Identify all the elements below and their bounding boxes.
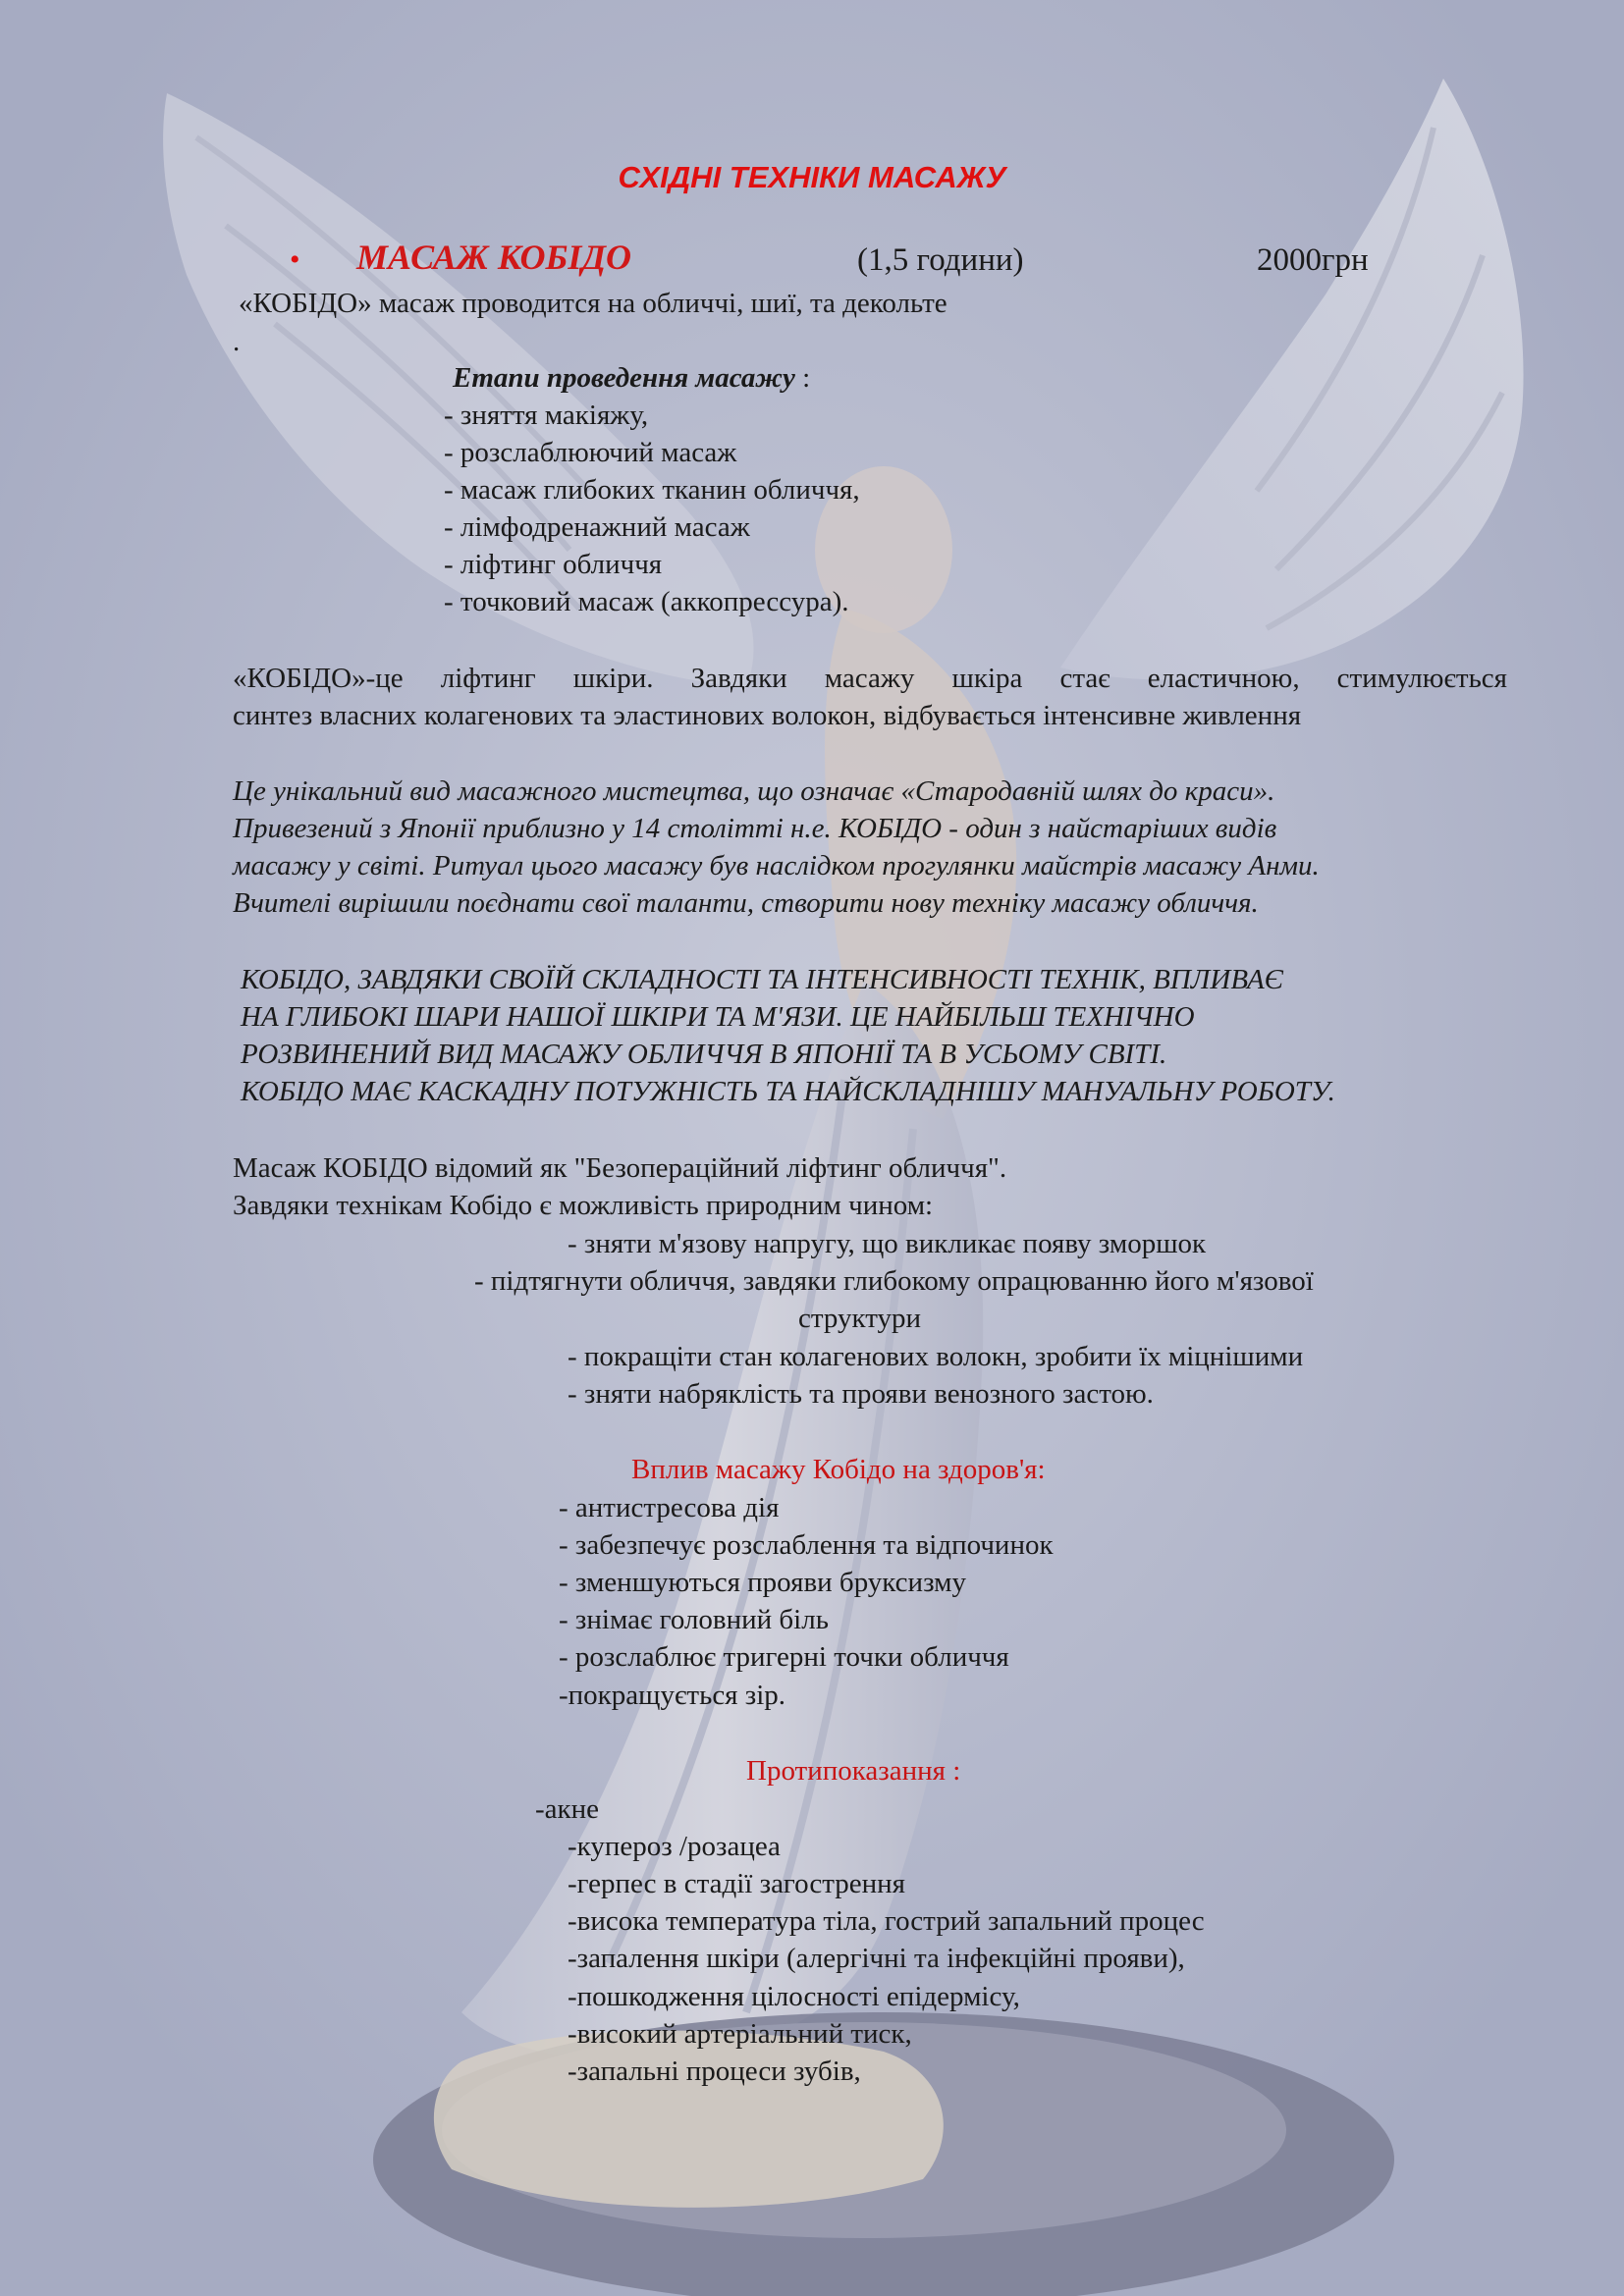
list-item: -висока температура тіла, гострий запальний процес <box>568 1905 1205 1937</box>
list-item: - підтягнути обличчя, завдяки глибокому опрацюванню його м'язової <box>474 1265 1314 1297</box>
service-price: 2000грн <box>1257 242 1369 278</box>
paragraph-line: «КОБІДО»-це ліфтинг шкіри. Завдяки масажу шкіра стає еластичною, стимулюється <box>233 663 1507 694</box>
paragraph-line: РОЗВИНЕНИЙ ВИД МАСАЖУ ОБЛИЧЧЯ В ЯПОНІЇ ТА В УСЬОМУ СВІТІ. <box>241 1039 1167 1070</box>
paragraph-line: синтез власних колагенових та эластинових волокон, відбувається інтенсивне живлення <box>233 700 1302 731</box>
list-item: - лімфодренажний масаж <box>444 511 750 543</box>
list-item: -пошкодження цілосності епідермісу, <box>568 1981 1020 2012</box>
list-item: -купероз /розацеа <box>568 1831 781 1862</box>
list-item: - розслаблює тригерні точки обличчя <box>559 1641 1009 1673</box>
contra-heading: Протипоказання : <box>746 1755 961 1787</box>
paragraph-line: КОБІДО МАЄ КАСКАДНУ ПОТУЖНІСТЬ ТА НАЙСКЛАДНІШУ МАНУАЛЬНУ РОБОТУ. <box>241 1076 1335 1107</box>
paragraph-line: Привезений з Японії приблизно у 14 столітті н.е. КОБІДО - один з найстаріших видів <box>233 813 1277 844</box>
list-item: - покращіти стан колагенових волокн, зробити їх міцнішими <box>568 1341 1304 1372</box>
list-item: - зняття макіяжу, <box>444 400 649 431</box>
list-item: -покращується зір. <box>559 1680 786 1711</box>
paragraph-line: КОБІДО, ЗАВДЯКИ СВОЇЙ СКЛАДНОСТІ ТА ІНТЕНСИВНОСТІ ТЕХНІК, ВПЛИВАЄ <box>241 964 1284 995</box>
list-item: - зменшуються прояви бруксизму <box>559 1567 966 1598</box>
paragraph-line: Це унікальний вид масажного мистецтва, що означає «Стародавній шлях до краси». <box>233 775 1275 807</box>
list-item: - зняти м'язову напругу, що викликає появу зморшок <box>568 1228 1207 1259</box>
stages-heading-colon: : <box>794 362 811 394</box>
list-item: структури <box>798 1303 922 1334</box>
list-item: - розслаблюючий масаж <box>444 437 737 468</box>
list-item: - знімає головний біль <box>559 1604 829 1635</box>
health-heading: Вплив масажу Кобідо на здоров'я: <box>631 1454 1046 1485</box>
intro-dot: . <box>233 326 241 357</box>
list-item: -запалення шкіри (алергічні та інфекційні прояви), <box>568 1943 1185 1974</box>
stages-heading <box>453 360 810 396</box>
service-duration: (1,5 години) <box>857 242 1024 278</box>
list-item: - антистресова дія <box>559 1492 780 1523</box>
paragraph-line: Завдяки технікам Кобідо є можливість природним чином: <box>233 1190 934 1221</box>
list-item: -акне <box>535 1793 600 1825</box>
list-item: -високий артеріальний тиск, <box>568 2018 912 2050</box>
service-name: МАСАЖ КОБІДО <box>356 238 632 277</box>
paragraph-line: Вчителі вирішили поєднати свої таланти, створити нову техніку масажу обличчя. <box>233 887 1259 919</box>
list-item: - забезпечує розслаблення та відпочинок <box>559 1529 1054 1561</box>
intro-text: «КОБІДО» масаж проводится на обличчі, шиї, та декольте <box>239 288 947 319</box>
paragraph-line: Масаж КОБІДО відомий як "Безопераційний ліфтинг обличчя". <box>233 1152 1007 1184</box>
list-item: -герпес в стадії загострення <box>568 1868 905 1899</box>
list-item: - ліфтинг обличчя <box>444 549 663 580</box>
stages-heading-text: Етапи проведення масажу <box>453 362 795 394</box>
list-item: - зняти набряклість та прояви венозного застою. <box>568 1378 1154 1410</box>
paragraph-line: масажу у світі. Ритуал цього масажу був наслідком прогулянки майстрів масажу Анми. <box>233 850 1320 881</box>
list-item: - масаж глибоких тканин обличчя, <box>444 474 860 506</box>
paragraph-line: НА ГЛИБОКІ ШАРИ НАШОЇ ШКІРИ ТА М'ЯЗИ. ЦЕ НАЙБІЛЬШ ТЕХНІЧНО <box>241 1001 1195 1033</box>
list-item: -запальні процеси зубів, <box>568 2056 861 2087</box>
page-title: СХІДНІ ТЕХНІКИ МАСАЖУ <box>618 160 1006 194</box>
list-item: - точковий масаж (аккопрессура). <box>444 586 849 617</box>
bullet-icon: • <box>290 243 300 276</box>
